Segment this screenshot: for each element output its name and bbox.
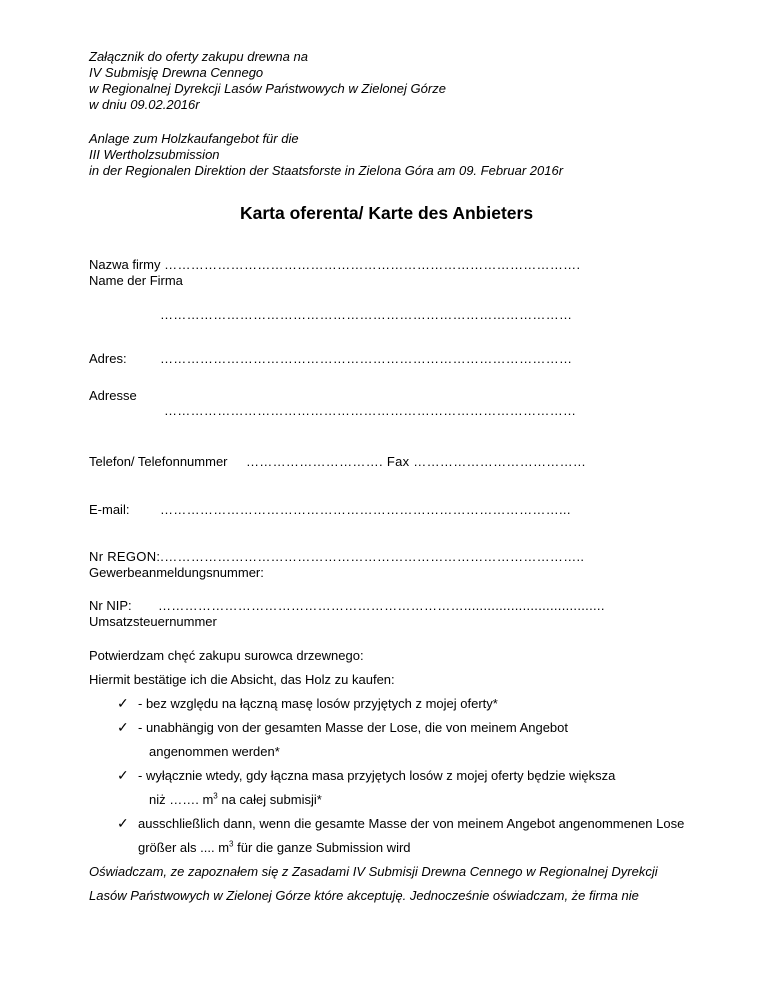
option-3-line-1: - wyłącznie wtedy, gdy łączna masa przyjętych losów z mojej oferty będzie większa xyxy=(138,768,616,783)
regon-field[interactable]: Nr REGON:.………………………………………………………………………………….. xyxy=(89,549,585,564)
form-title: Karta oferenta/ Karte des Anbieters xyxy=(240,203,534,223)
header-de-line-2: III Wertholzsubmission xyxy=(89,147,220,162)
option-4-line-2: größer als .... $m^3$ für die ganze Submission wird xyxy=(138,839,411,855)
nip-field[interactable]: …………………………………………………………….................................... xyxy=(158,598,605,613)
option-1: - bez względu na łączną masę losów przyjętych z mojej oferty* xyxy=(138,696,498,711)
address-label-de: Adresse xyxy=(89,388,137,403)
checkmark-icon: ✓ xyxy=(117,719,129,735)
header-pl-line-1: Załącznik do oferty zakupu drewna na xyxy=(89,49,308,64)
address-field-2[interactable]: ………………………………………………………………………………… xyxy=(164,403,577,418)
address-field[interactable]: ………………………………………………………………………………… xyxy=(160,351,573,366)
nip-label-de: Umsatzsteuernummer xyxy=(89,614,217,629)
header-pl-line-3: w Regionalnej Dyrekcji Lasów Państwowych w Zielonej Górze xyxy=(89,81,446,96)
email-label: E-mail: xyxy=(89,502,130,517)
option-2-line-1: - unabhängig von der gesamten Masse der Lose, die von meinem Angebot xyxy=(138,720,568,735)
confirm-pl: Potwierdzam chęć zakupu surowca drzewnego: xyxy=(89,648,364,663)
header-de-line-1: Anlage zum Holzkaufangebot für die xyxy=(89,131,299,146)
address-label-pl: Adres: xyxy=(89,351,127,366)
header-pl-line-2: IV Submisję Drewna Cennego xyxy=(89,65,264,80)
checkmark-icon: ✓ xyxy=(117,815,129,831)
nip-label: Nr NIP: xyxy=(89,598,132,613)
email-field[interactable]: ………………………………………………………………………………... xyxy=(160,502,571,517)
regon-label-de: Gewerbeanmeldungsnummer: xyxy=(89,565,264,580)
option-4-line-1: ausschließlich dann, wenn die gesamte Masse der von meinem Angebot angenommenen Lose xyxy=(138,816,685,831)
phone-label: Telefon/ Telefonnummer xyxy=(89,454,228,469)
confirm-de: Hiermit bestätige ich die Absicht, das Holz zu kaufen: xyxy=(89,672,395,687)
firm-name-label-de: Name der Firma xyxy=(89,273,183,288)
checkmark-icon: ✓ xyxy=(117,767,129,783)
firm-name-label-pl: Nazwa firmy …………………………………………………………………………………. xyxy=(89,257,581,272)
firm-name-field[interactable]: …………………………………………………………………………………. xyxy=(164,257,581,272)
header-pl-line-4: w dniu 09.02.2016r xyxy=(89,97,200,112)
checkmark-icon: ✓ xyxy=(117,695,129,711)
option-3-line-2: niż ……. $m^3$ na całej submisji* xyxy=(149,791,322,807)
option-2-line-2: angenommen werden* xyxy=(149,744,280,759)
firm-name-field-2[interactable]: ………………………………………………………………………………… xyxy=(160,307,573,322)
statement-line-1: Oświadczam, ze zapoznałem się z Zasadami IV Submisji Drewna Cennego w Regionalnej Dyrekcji xyxy=(89,864,658,879)
phone-fax-field[interactable]: …………………………. Fax ………………………………… xyxy=(246,454,587,469)
header-de-line-3: in der Regionalen Direktion der Staatsforste in Zielona Góra am 09. Februar 2016r xyxy=(89,163,564,178)
statement-line-2: Lasów Państwowych w Zielonej Górze które akceptuję. Jednocześnie oświadczam, że firma nie xyxy=(89,888,639,903)
